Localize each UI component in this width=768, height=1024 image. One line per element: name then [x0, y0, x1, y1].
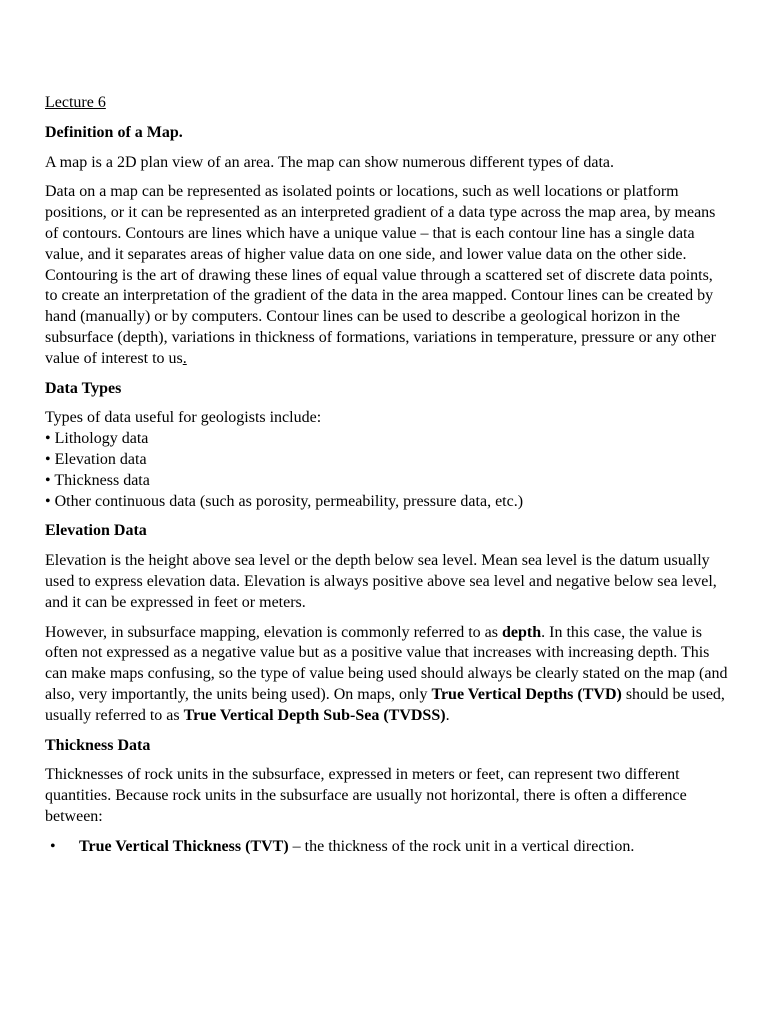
definition-paragraph-1: A map is a 2D plan view of an area. The map can show numerous different types of data.: [45, 153, 615, 171]
data-types-intro: Types of data useful for geologists include:: [45, 409, 322, 427]
definition-paragraph-2-text: Data on a map can be represented as isolated points or locations, such as well locations or platform positions, or it can be represented as an interpreted gradient of a data type across the map area, by means of contours. Contours are lines which have a unique value – that is each contour line has a single data value, and it separates areas of higher value data on one side, and lower value data on the other side. Contouring is the art of drawing these lines of equal value through a scattered set of discrete data points, to create an interpretation of the gradient of the data in the area mapped. Contour lines can be created by hand (manually) or by computers. Contour lines can be used to describe a geological horizon in the subsurface (depth), variations in thickness of formations, variations in temperature, pressure or any other value of interest to us: [45, 183, 716, 367]
bullet-dot: •: [50, 837, 56, 855]
data-types-list: [45, 429, 728, 512]
elevation-p2-c: should be used, usually referred to as: [45, 685, 725, 724]
heading-elevation: Elevation Data: [45, 522, 147, 540]
list-item: [45, 837, 728, 858]
list-item: • Elevation data: [45, 450, 147, 468]
lecture-label: Lecture 6: [45, 94, 106, 111]
elevation-term-tvd: True Vertical Depths (TVD): [431, 685, 622, 703]
elevation-paragraph-2: [45, 623, 728, 727]
elevation-term-depth: depth: [502, 623, 542, 641]
definition-paragraph-2: [45, 182, 728, 369]
thickness-list: [45, 837, 728, 858]
elevation-p2-a: However, in subsurface mapping, elevation is commonly referred to as: [45, 623, 502, 641]
thickness-term-tvt: True Vertical Thickness (TVT): [79, 837, 289, 855]
elevation-paragraph-1: Elevation is the height above sea level or the depth below sea level. Mean sea level is the datum usually used to express elevation data. Elevation is always positive above sea level and negative below sea level, and it can be expressed in feet or meters.: [45, 552, 717, 611]
list-item: • Lithology data: [45, 430, 149, 448]
thickness-paragraph-1: Thicknesses of rock units in the subsurface, expressed in meters or feet, can represent two different quantities. Because rock units in the subsurface are usually not horizontal, there is often a difference between:: [45, 766, 687, 825]
elevation-p2-b: . In this case, the value is often not expressed as a negative value but as a positive value that increases with increasing depth. This can make maps confusing, so the type of value being used should always be clearly stated on the map (and also, very importantly, the units being used). On maps, only: [45, 623, 728, 703]
elevation-term-tvdss: True Vertical Depth Sub-Sea (TVDSS): [183, 706, 446, 724]
thickness-tvt-desc: – the thickness of the rock unit in a vertical direction.: [288, 837, 635, 855]
heading-thickness: Thickness Data: [45, 736, 151, 754]
definition-paragraph-2-end: .: [182, 349, 187, 367]
data-types-block: [45, 408, 728, 512]
elevation-p2-d: .: [445, 706, 450, 724]
heading-definition: Definition of a Map.: [45, 123, 183, 141]
list-item: • Thickness data: [45, 471, 150, 489]
heading-data-types: Data Types: [45, 379, 122, 397]
list-item: • Other continuous data (such as porosity, permeability, pressure data, etc.): [45, 492, 524, 510]
